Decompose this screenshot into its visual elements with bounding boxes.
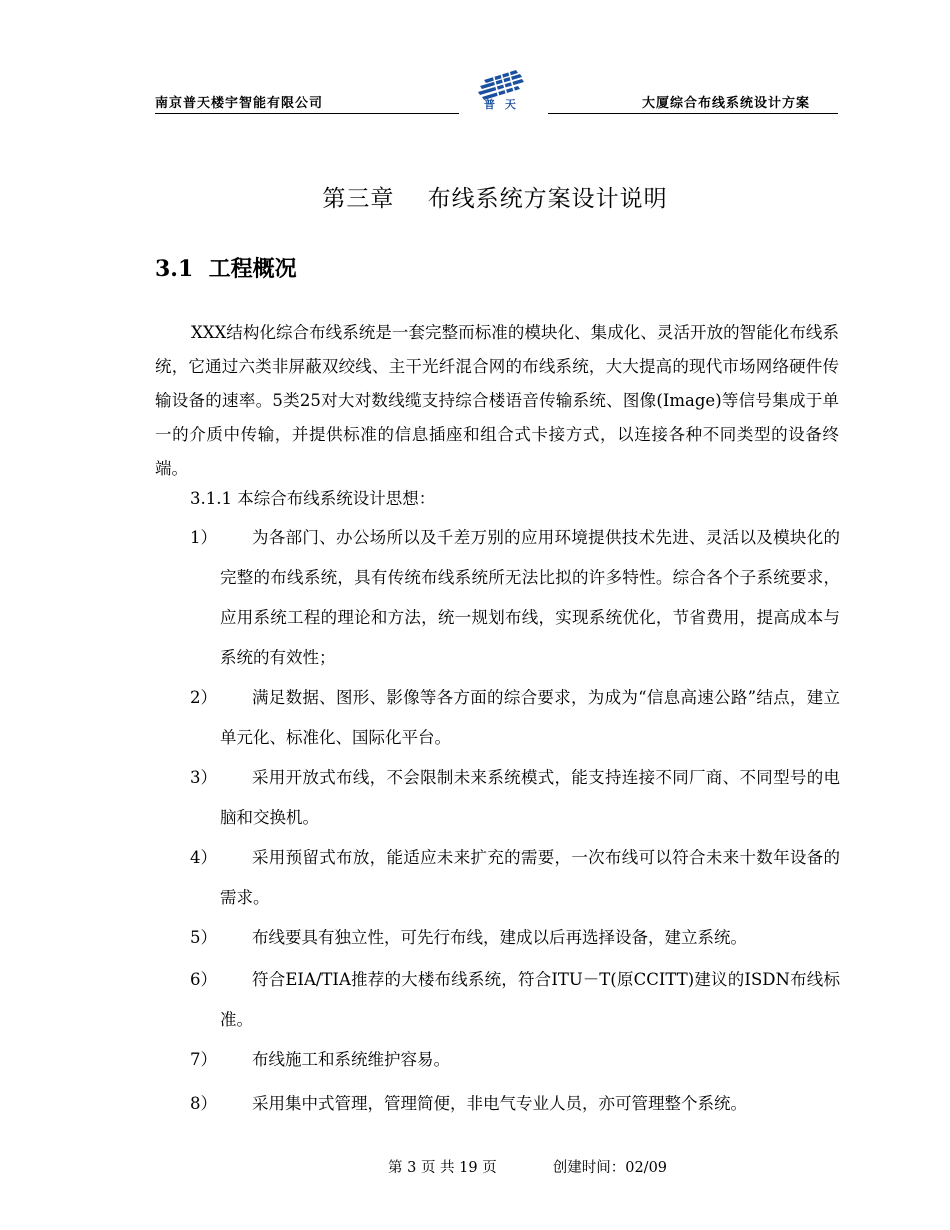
list-item [190,758,840,838]
list-item [190,518,840,678]
list-item [190,678,840,758]
list-item-number: 4） [190,848,217,867]
list-item-text: 采用集中式管理，管理简便，非电气专业人员，亦可管理整个系统。 [252,1094,747,1113]
list-item-number: 8） [190,1094,217,1113]
list-item-text: 布线要具有独立性，可先行布线，建成以后再选择设备，建立系统。 [252,928,747,947]
intro-paragraph: XXX结构化综合布线系统是一套完整而标准的模块化、集成化、灵活开放的智能化布线系统，它通过六类非屏蔽双绞线、主干光纤混合网的布线系统，大大提高的现代市场网络硬件传输设备的速率。5类25对大对数线缆支持综合楼语音传输系统、图像(Image)等信号集成于单一的介质中传输，并提供标准的信息插座和组合式卡接方式，以连接各种不同类型的设备终端。 [155,323,839,478]
list-item [190,1040,840,1080]
list-item-text: 采用开放式布线，不会限制未来系统模式，能支持连接不同厂商、不同型号的电脑和交换机。 [220,768,840,827]
list-item-text: 布线施工和系统维护容易。 [252,1050,450,1069]
header-doc-title [548,92,838,114]
list-item-number: 6） [190,970,217,989]
list-item [190,918,840,958]
list-item-number: 2） [190,688,217,707]
page-footer [388,1156,667,1177]
section-title: 3.1 工程概况 [155,256,297,282]
subsection-title: 3.1.1 本综合布线系统设计思想： [190,489,436,508]
logo-text: 普 天 [484,98,519,111]
list-item [190,838,840,918]
header-doc-title-text: 大厦综合布线系统设计方案 [641,96,810,111]
list-item-number: 5） [190,928,217,947]
list-item-number: 1） [190,528,217,547]
list-item-text: 采用预留式布放，能适应未来扩充的需要，一次布线可以符合未来十数年设备的需求。 [220,848,840,907]
list-item-text: 符合EIA/TIA推荐的大楼布线系统，符合ITU－T(原CCITT)建议的ISDN布线标准。 [220,970,840,1029]
list-item [190,960,840,1040]
list-item [190,1084,840,1124]
created-date: 创建时间：02/09 [552,1160,668,1176]
list-item-number: 7） [190,1050,217,1069]
chapter-title: 第三章 布线系统方案设计说明 [322,186,668,212]
list-item-text: 为各部门、办公场所以及千差万别的应用环境提供技术先进、灵活以及模块化的完整的布线系统，具有传统布线系统所无法比拟的许多特性。综合各个子系统要求，应用系统工程的理论和方法，统一规划布线，实现系统优化，节省费用，提高成本与系统的有效性； [220,528,840,667]
list-item-number: 3） [190,768,217,787]
page-number: 第 3 页 共 19 页 [388,1160,497,1176]
list-item-text: 满足数据、图形、影像等各方面的综合要求，为成为“信息高速公路”结点，建立单元化、标准化、国际化平台。 [220,688,840,747]
header-company: 南京普天楼宇智能有限公司 [155,92,459,114]
